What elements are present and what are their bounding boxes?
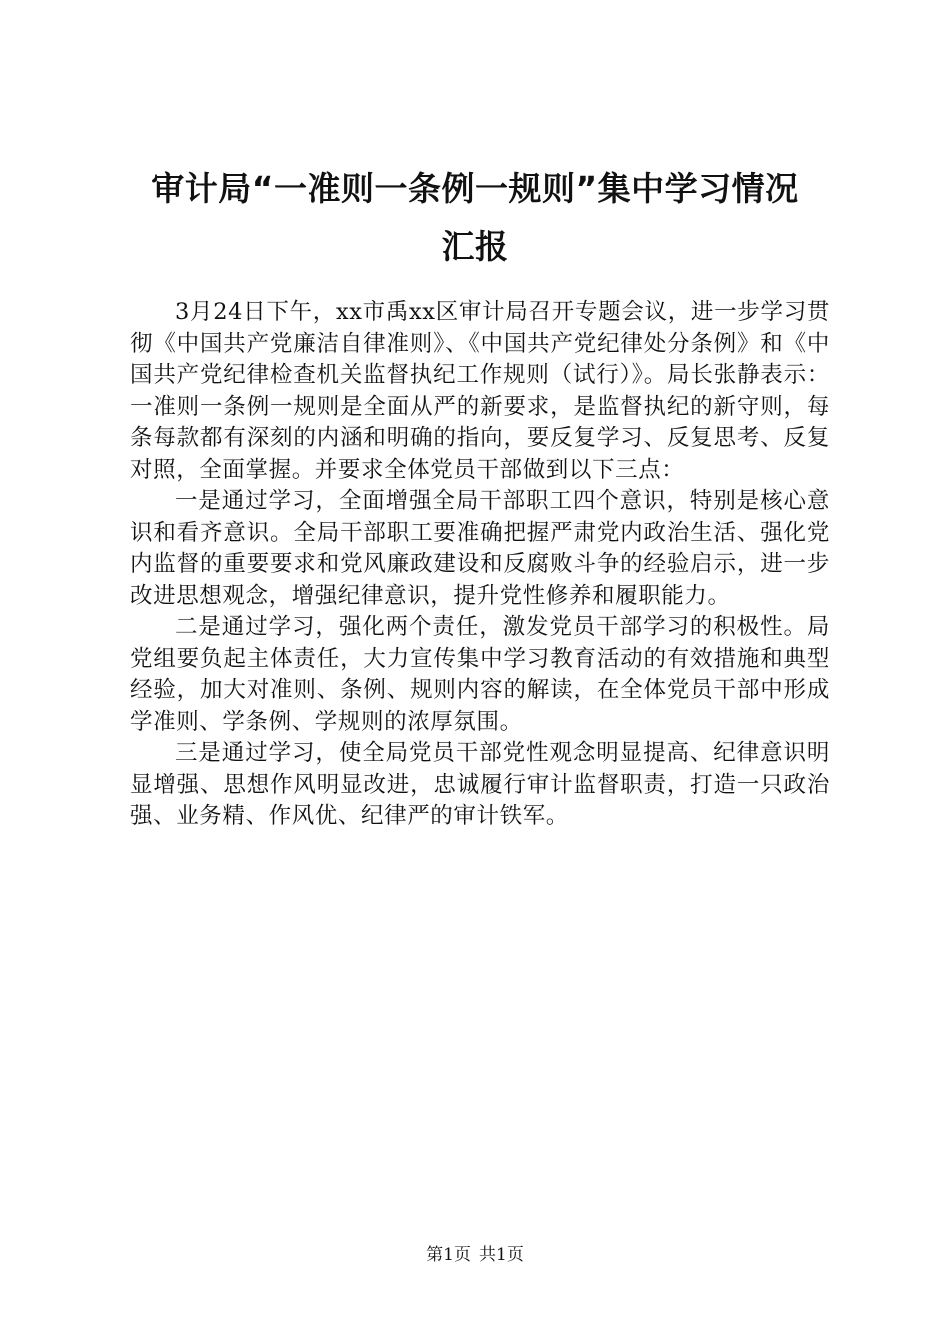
document-title xyxy=(118,160,832,276)
title-line-2: 汇报 xyxy=(441,227,509,266)
page-number: 第1页 xyxy=(426,1245,471,1265)
paragraph-point-3: 三是通过学习，使全局党员干部党性观念明显提高、纪律意识明显增强、思想作风明显改进，忠诚履行审计监督职责，打造一只政治强、业务精、作风优、纪律严的审计铁军。 xyxy=(130,740,830,829)
page-footer xyxy=(0,1243,950,1267)
paragraph-intro: 3月24日下午，xx市禹xx区审计局召开专题会议，进一步学习贯彻《中国共产党廉洁自律准则》、《中国共产党纪律处分条例》和《中国共产党纪律检查机关监督执纪工作规则（试行）》。局长张静表示：一准则一条例一规则是全面从严的新要求，是监督执纪的新守则，每条每款都有深刻的内涵和明确的指向，要反复学习、反复思考、反复对照，全面掌握。并要求全体党员干部做到以下三点： xyxy=(130,299,830,483)
document-body xyxy=(130,297,830,833)
paragraph-point-2: 二是通过学习，强化两个责任，激发党员干部学习的积极性。局党组要负起主体责任，大力宣传集中学习教育活动的有效措施和典型经验，加大对准则、条例、规则内容的解读，在全体党员干部中形成学准则、学条例、学规则的浓厚氛围。 xyxy=(130,614,830,735)
paragraph-point-1: 一是通过学习，全面增强全局干部职工四个意识，特别是核心意识和看齐意识。全局干部职工要准确把握严肃党内政治生活、强化党内监督的重要要求和党风廉政建设和反腐败斗争的经验启示，进一步改进思想观念，增强纪律意识，提升党性修养和履职能力。 xyxy=(130,488,830,609)
title-line-1: 审计局“一准则一条例一规则”集中学习情况 xyxy=(151,169,799,208)
page-total: 共1页 xyxy=(479,1245,524,1265)
